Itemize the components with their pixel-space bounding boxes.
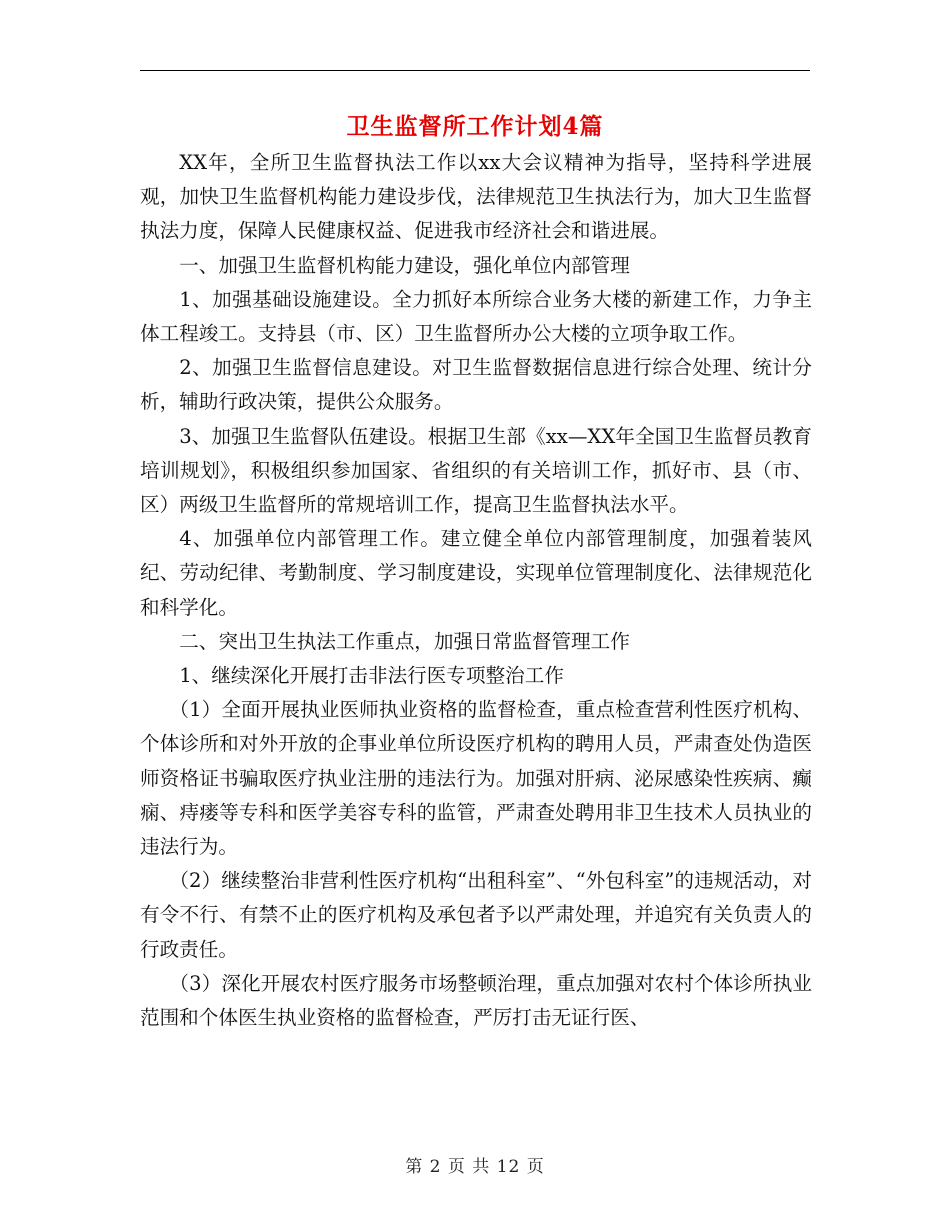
intro-paragraph: XX年，全所卫生监督执法工作以xx大会议精神为指导，坚持科学进展观，加快卫生监督机构能力建设步伐，法律规范卫生执法行为，加大卫生监督执法力度，保障人民健康权益、促进我市经济社会和谐进展。 bbox=[140, 151, 812, 243]
header-rule bbox=[140, 70, 810, 71]
paragraph-subitem-2: （2）继续整治非营利性医疗机构“出租科室”、“外包科室”的违规活动，对有令不行、有禁不止的医疗机构及承包者予以严肃处理，并追究有关负责人的行政责任。 bbox=[140, 869, 812, 961]
paragraph-item-1: 1、加强基础设施建设。全力抓好本所综合业务大楼的新建工作，力争主体工程竣工。支持县（市、区）卫生监督所办公大楼的立项争取工作。 bbox=[140, 287, 812, 346]
paragraph-item-4: 4、加强单位内部管理工作。建立健全单位内部管理制度，加强着装风纪、劳动纪律、考勤制度、学习制度建设，实现单位管理制度化、法律规范化和科学化。 bbox=[140, 527, 812, 619]
paragraph-item-3: 3、加强卫生监督队伍建设。根据卫生部《xx—XX年全国卫生监督员教育培训规划》，积极组织参加国家、省组织的有关培训工作，抓好市、县（市、区）两级卫生监督所的常规培训工作，提高卫生监督执法水平。 bbox=[140, 424, 812, 517]
paragraph-subitem-3: （3）深化开展农村医疗服务市场整顿治理，重点加强对农村个体诊所执业范围和个体医生执业资格的监督检查，严厉打击无证行医、 bbox=[140, 971, 812, 1030]
document-title: 卫生监督所工作计划4篇 bbox=[346, 113, 604, 140]
section-heading-1: 一、加强卫生监督机构能力建设，强化单位内部管理 bbox=[179, 253, 630, 277]
section-heading-2: 二、突出卫生执法工作重点，加强日常监督管理工作 bbox=[179, 629, 630, 653]
paragraph-subitem-1: （1）全面开展执业医师执业资格的监督检查，重点检查营利性医疗机构、个体诊所和对外开放的企事业单位所设医疗机构的聘用人员，严肃查处伪造医师资格证书骗取医疗执业注册的违法行为。加强对肝病、泌尿感染性疾病、癫痫、痔瘘等专科和医学美容专科的监管，严肃查处聘用非卫生技术人员执业的违法行为。 bbox=[140, 698, 812, 859]
page-number-footer: 第 2 页 共 12 页 bbox=[405, 1157, 545, 1177]
subsection-heading-1: 1、继续深化开展打击非法行医专项整治工作 bbox=[179, 664, 564, 688]
document-body bbox=[140, 146, 812, 1035]
paragraph-item-2: 2、加强卫生监督信息建设。对卫生监督数据信息进行综合处理、统计分析，辅助行政决策，提供公众服务。 bbox=[140, 356, 812, 414]
